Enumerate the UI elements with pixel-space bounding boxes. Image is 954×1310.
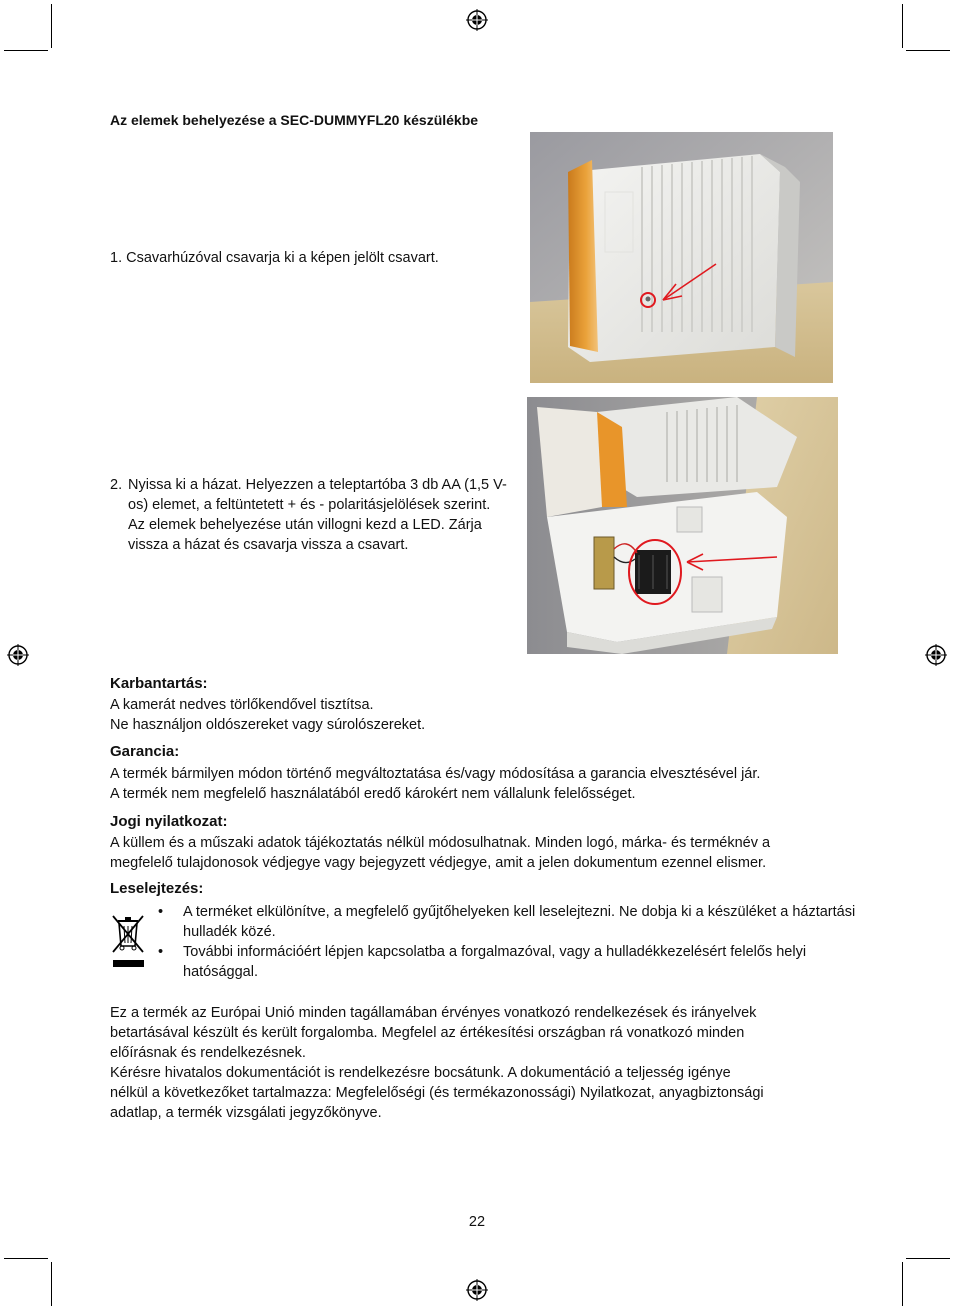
maintenance-heading: Karbantartás: (110, 675, 208, 692)
crop-mark (902, 1262, 903, 1306)
warranty-line: A termék bármilyen módon történő megváltoztatása és/vagy módosítása a garancia elvesztésével jár. (110, 766, 761, 782)
legal-line: A küllem és a műszaki adatok tájékoztatás nélkül módosulhatnak. Minden logó, márka- és terméknév a (110, 835, 771, 851)
housing-open-photo (527, 397, 838, 654)
compliance-line: adatlap, a termék vizsgálati jegyzőkönyve. (110, 1105, 382, 1121)
crop-mark (4, 50, 48, 51)
compliance-line: Kérésre hivatalos dokumentációt is rendelkezésre bocsátunk. A dokumentáció a teljesség igénye (110, 1065, 731, 1081)
bullet-symbol: • (158, 944, 164, 960)
housing-closed-photo (530, 132, 833, 383)
crop-mark (51, 4, 52, 48)
warranty-heading: Garancia: (110, 743, 180, 760)
warranty-line: A termék nem megfelelő használatából eredő károkért nem vállalunk felelősséget. (110, 786, 636, 802)
list-item-text: A terméket elkülönítve, a megfelelő gyűjtőhelyeken kell leselejtezni. Ne dobja ki a készüléket a háztartási hulladék közé. (183, 904, 856, 940)
compliance-line: betartásával készült és került forgalomba. Megfelel az értékesítési országban rá vonatkozó minden (110, 1025, 745, 1041)
page-number: 22 (468, 1214, 486, 1230)
step-2 (110, 475, 510, 555)
maintenance-line: A kamerát nedves törlőkendővel tisztítsa. (110, 697, 374, 713)
disposal-list (158, 902, 858, 982)
crop-mark (51, 1262, 52, 1306)
registration-mark-icon (7, 644, 29, 666)
legal-heading: Jogi nyilatkozat: (110, 813, 228, 830)
step-1-text: 1. Csavarhúzóval csavarja ki a képen jelölt csavart. (110, 250, 439, 266)
registration-mark-icon (925, 644, 947, 666)
list-item-text: További információért lépjen kapcsolatba a forgalmazóval, vagy a hulladékkezelésért felelős helyi hatósággal. (183, 944, 807, 980)
list-item (158, 942, 858, 982)
legal-line: megfelelő tulajdonosok védjegye vagy bejegyzett védjegye, amit a jelen dokumentum ezennel elismer. (110, 855, 767, 871)
list-item (158, 902, 858, 942)
step-2-number: 2. (110, 477, 123, 493)
step-2-text: Nyissa ki a házat. Helyezzen a teleptartóba 3 db AA (1,5 V-os) elemet, a feltüntetett + és - polaritásjelölések szerint. Az elemek behelyezése után villogni kezd a LED. Zárja vissza a házat és csavarja vissza a csavart. (128, 477, 507, 553)
weee-bin-icon (108, 910, 148, 968)
registration-mark-icon (466, 9, 488, 31)
crop-mark (902, 4, 903, 48)
compliance-line: Ez a termék az Európai Unió minden tagállamában érvényes vonatkozó rendelkezések és irányelvek (110, 1005, 757, 1021)
crop-mark (906, 1258, 950, 1259)
maintenance-line: Ne használjon oldószereket vagy súrolószereket. (110, 717, 426, 733)
section-title: Az elemek behelyezése a SEC-DUMMYFL20 készülékbe (110, 112, 479, 128)
registration-mark-icon (466, 1279, 488, 1301)
compliance-line: előírásnak és rendelkezésnek. (110, 1045, 306, 1061)
crop-mark (4, 1258, 48, 1259)
bullet-symbol: • (158, 904, 164, 920)
disposal-heading: Leselejtezés: (110, 880, 204, 897)
crop-mark (906, 50, 950, 51)
compliance-line: nélkül a következőket tartalmazza: Megfelelőségi (és termékazonossági) Nyilatkozat, anyagbiztonsági (110, 1085, 764, 1101)
